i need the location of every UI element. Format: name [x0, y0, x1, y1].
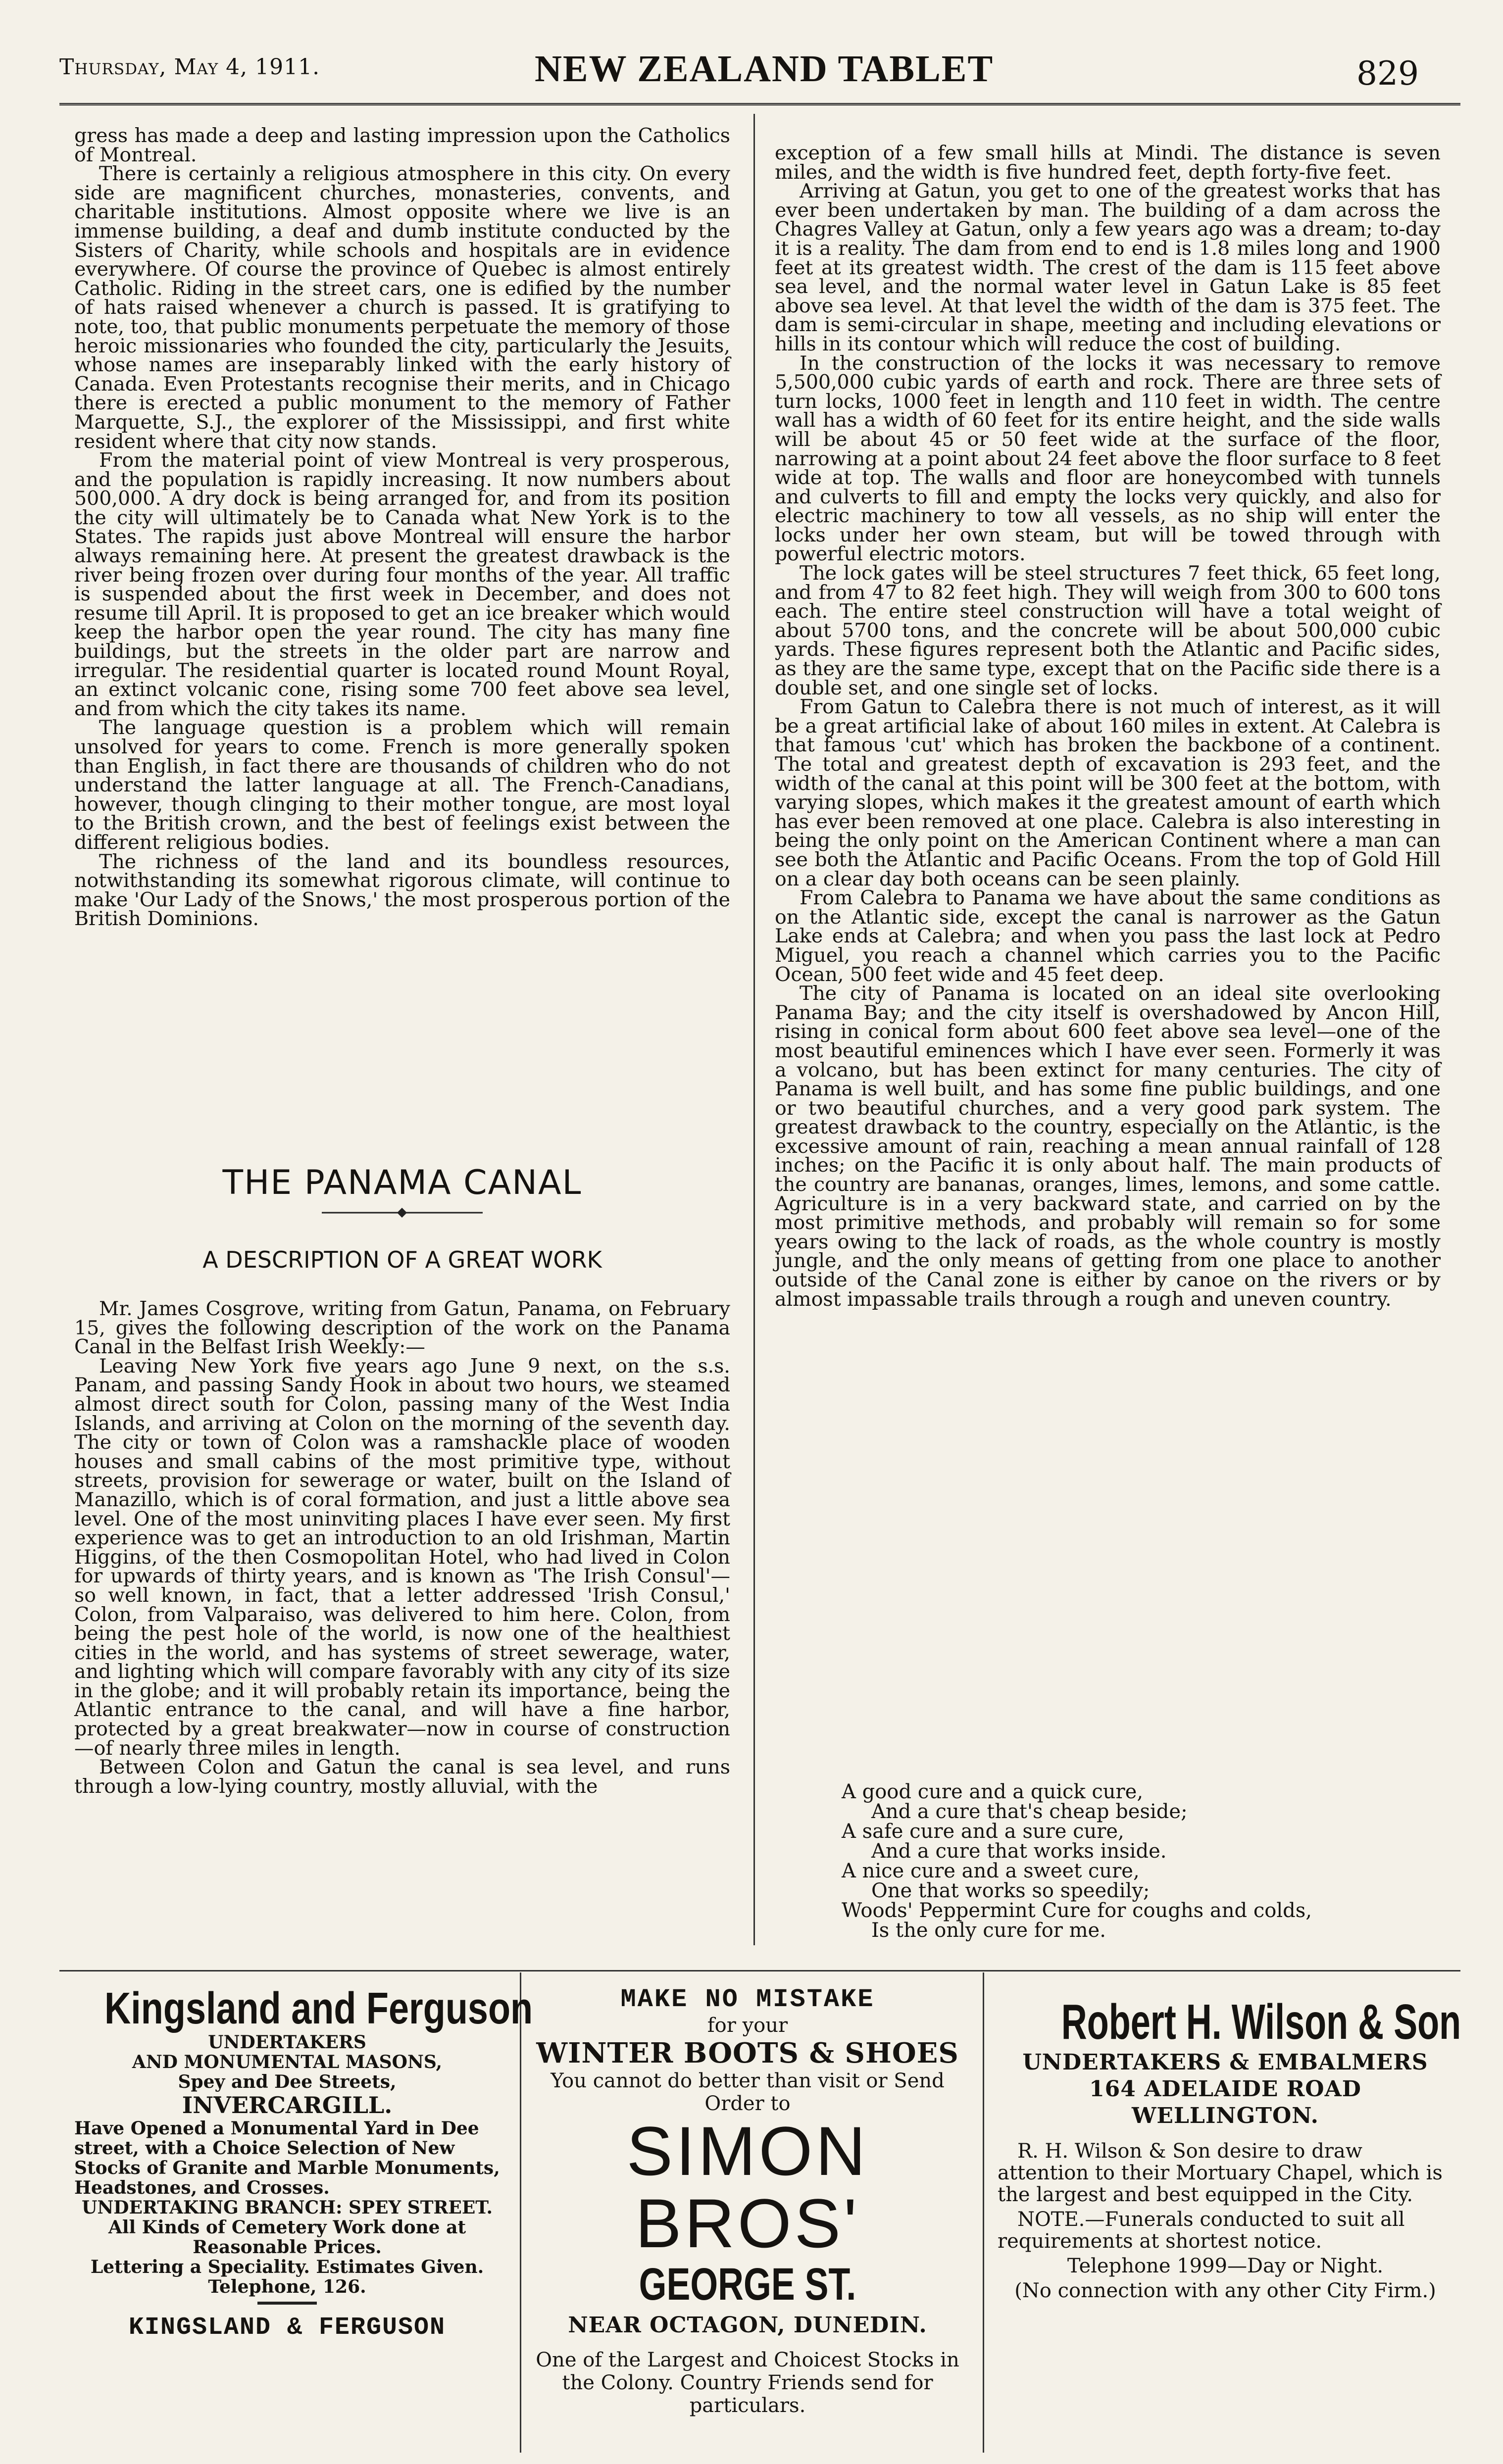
article-paragraph: From Calebra to Panama we have about the same conditions as on the Atlantic side, except the canal is narrower as the Gatun Lake ends at Calebra; and when you pass the last lock at Pedro Miguel, you reach a channel which carries you to the Pacific Ocean, 500 feet wide and 45 feet deep. [775, 887, 1441, 986]
advert-headline: MAKE NO MISTAKE [620, 1985, 875, 2014]
advert-line: All Kinds of Cemetery Work done at Reasonable Prices. [108, 2217, 466, 2258]
article-paragraph: In the construction of the locks it was necessary to remove 5,500,000 cubic yards of earth and rock. There are three sets of turn locks, 1000 feet in length and 110 feet in width. The centre wall has a width of 60 feet for its entire height, and the side walls will be about 45 or 50 feet wide at the surface of the floor, narrowing at a point about 24 feet above the floor surface to 8 feet wide at top. The walls and floor are honeycombed with tunnels and culverts to fill and empty the locks very quickly, and also for electric machinery to tow all vessels, as no ship will enter the locks under her own steam, but will be towed through with powerful electric motors. [775, 351, 1441, 566]
advert-line: You cannot do better than visit or Send Order to [551, 2070, 945, 2115]
advert-divider [520, 1972, 521, 2453]
article-paragraph: The city of Panama is located on an ideal site overlooking Panama Bay; and the city itself is overshadowed by Ancon Hill, rising in conical form about 600 feet above sea level—one of the most beautiful eminences which I have ever seen. Formerly it was a volcano, but has been extinct for many centuries. The city of Panama is well built, and has some fine public buildings, and one or two beautiful churches, and a very good park system. The greatest drawback to the country, especially on the Atlantic, is the excessive amount of rain, reaching a mean annual rainfall of 128 inches; on the Pacific it is only about half. The main products of the country are bananas, oranges, limes, lemons, and some cattle. Agriculture is in a very backward state, and carried on by the most primitive methods, and probably will remain so for some years owing to the lack of roads, as the whole country is mostly jungle, and the only means of getting from one place to another outside of the Canal zone is either by canoe on the rivers or by almost impassable trails through a rough and uneven country. [775, 982, 1441, 1311]
wilson-advert [998, 1994, 1461, 2305]
verse-line: Woods' Peppermint Cure for coughs and colds, [842, 1899, 1312, 1922]
advert-line: R. H. Wilson & Son desire to draw attention to their Mortuary Chapel, which is the largest and best equipped in the City. [998, 2140, 1443, 2206]
article-paragraph: There is certainly a religious atmosphere in this city. On every side are magnificent churches, monasteries, convents, and charitable institutions. Almost opposite where we live is an immense building, a deaf and dumb institute conducted by the Sisters of Charity, while schools and hospitals are in evidence everywhere. Of course the province of Quebec is almost entirely Catholic. Riding in the street cars, one is edified by the number of hats raised whenever a church is passed. It is gratifying to note, too, that public monuments perpetuate the memory of those heroic missionaries who founded the city, particularly the Jesuits, whose names are inseparably linked with the early history of Canada. Even Protestants recognise their merits, and in Chicago there is erected a public monument to the memory of Father Marquette, S.J., the explorer of the Mississippi, and first white resident where that city now stands. [74, 162, 730, 453]
advertiser-footer: KINGSLAND & FERGUSON [128, 2314, 446, 2342]
article-paragraph: Arriving at Gatun, you get to one of the greatest works that has ever been undertaken by man. The building of a dam across the Chagres Valley at Gatun, only a few years ago was a dream; to-day it is a reality. The dam from end to end is 1.8 miles long and 1900 feet at its greatest width. The crest of the dam is 115 feet above sea level, and the normal water level in Gatun Lake is 85 feet above sea level. At that level the width of the dam is 375 feet. The dam is semi-circular in shape, meeting and including elevations or hills in its contour which will reduce the cost of building. [775, 180, 1441, 355]
article-paragraph: gress has made a deep and lasting impression upon the Catholics of Montreal. [74, 124, 730, 166]
advert-line: Have Opened a Monumental Yard in Dee street, with a Choice Selection of New Stocks of Granite and Marble Monuments, Headstones, and Crosses. [74, 2118, 500, 2198]
advert-line: Spey and Dee Streets, [178, 2071, 397, 2092]
kingsland-ferguson-advert [64, 1984, 533, 2342]
advert-line: AND MONUMENTAL MASONS, [132, 2052, 443, 2072]
article-paragraph: From Gatun to Calebra there is not much of interest, as it will be a great artificial lake of about 160 miles in extent. At Calebra is that famous 'cut' which has broken the backbone of a continent. The total and greatest depth of excavation is 293 feet, and the width of the canal at this point will be 300 feet at the bottom, with varying slopes, which makes it the greatest amount of earth which has ever been removed at one place. Calebra is also interesting in being the only point on the American Continent where a man can see both the Atlantic and Pacific Oceans. From the top of Gold Hill on a clear day both oceans can be seen plainly. [775, 695, 1441, 890]
advert-line: UNDERTAKERS [208, 2032, 366, 2053]
advert-line: One of the Largest and Choicest Stocks in the Colony. Country Friends send for particulars. [536, 2349, 959, 2417]
advert-line: 164 ADELAIDE ROAD [1089, 2076, 1361, 2102]
article-paragraph: From the material point of view Montreal is very prosperous, and the population is rapidly increasing. It now numbers about 500,000. A dry dock is being arranged for, and from its position the city will ultimately be to Canada what New York is to the States. The rapids just above Montreal will ensure the harbor always remaining here. At present the greatest drawback is the river being frozen over during four months of the year. All traffic is suspended about the first week in December, and does not resume till April. It is proposed to get an ice breaker which would keep the harbor open the year round. The city has many fine buildings, but the streets in the older part are narrow and irregular. The residential quarter is located round Mount Royal, an extinct volcanic cone, rising some 700 feet above sea level, and from which the city takes its name. [74, 449, 730, 720]
verse-line: And a cure that's cheap beside; [871, 1800, 1188, 1823]
issue-date: Thursday, May 4, 1911. [59, 54, 320, 80]
article-subheadline: A DESCRIPTION OF A GREAT WORK [202, 1246, 602, 1273]
article-paragraph: Leaving New York five years ago June 9 next, on the s.s. Panam, and passing Sandy Hook in about two hours, we steamed almost direct south for Colon, passing many of the West India Islands, and arriving at Colon on the morning of the seventh day. The city or town of Colon was a ramshackle place of wooden houses and small cabins of the most primitive type, without streets, provision for sewerage or water, built on the Island of Manazillo, which is of coral formation, and just a little above sea level. One of the most uninviting places I have ever seen. My first experience was to get an introduction to an old Irishman, Martin Higgins, of the then Cosmopolitan Hotel, who had lived in Colon for upwards of thirty years, and is known as 'The Irish Consul'—so well known, in fact, that a letter addressed 'Irish Consul,' Colon, from Valparaiso, was delivered to him here. Colon, from being the pest hole of the world, is now one of the healthiest cities in the world, and has systems of street sewerage, water, and lighting which will compare favorably with any city of its size in the globe; and it will probably retain its importance, being the Atlantic entrance to the canal, and will have a fine harbor, protected by a great breakwater—now in course of construction—of nearly three miles in length. [74, 1354, 730, 1760]
verse-line: A good cure and a quick cure, [842, 1780, 1144, 1803]
advert-rule [59, 1970, 1460, 1971]
article-paragraph: Between Colon and Gatun the canal is sea level, and runs through a low-lying country, mostly alluvial, with the [74, 1756, 730, 1798]
advert-street: GEORGE ST. [639, 2259, 856, 2310]
article-paragraph: Mr. James Cosgrove, writing from Gatun, Panama, on February 15, gives the following description of the work on the Panama Canal in the Belfast Irish Weekly:— [74, 1297, 730, 1359]
masthead-title: NEW ZEALAND TABLET [535, 48, 994, 90]
advert-product: WINTER BOOTS & SHOES [536, 2037, 959, 2070]
simon-bros-advert [532, 1985, 963, 2417]
article-paragraph: exception of a few small hills at Mindi. The distance is seven miles, and the width is five hundred feet, depth forty-five feet. [775, 142, 1441, 184]
advert-line: Lettering a Speciality. Estimates Given. Telephone, 126. [90, 2257, 484, 2297]
advert-location: NEAR OCTAGON, DUNEDIN. [568, 2313, 927, 2338]
header-rule [59, 103, 1460, 105]
advertiser-name: SIMON BROS' [626, 2112, 869, 2262]
verse-line: A safe cure and a sure cure, [842, 1820, 1124, 1843]
headline-ornament [322, 1208, 483, 1218]
advertiser-name: Kingsland and Ferguson [104, 1984, 533, 2033]
panama-article-left [74, 1299, 730, 1796]
advert-line: Telephone 1999—Day or Night. [1067, 2255, 1384, 2277]
advertiser-name: Robert H. Wilson & Son [1061, 1994, 1461, 2050]
verse-line: And a cure that works inside. [871, 1840, 1167, 1863]
advert-line: (No connection with any other City Firm.) [1014, 2279, 1436, 2302]
article-headline: THE PANAMA CANAL [222, 1163, 582, 1202]
montreal-article [74, 126, 730, 929]
panama-article-right [775, 144, 1441, 1309]
advert-body [998, 2140, 1453, 2302]
page-number: 829 [1356, 54, 1419, 93]
verse-line: One that works so speedily; [871, 1879, 1150, 1902]
advert-line: UNDERTAKERS & EMBALMERS [1022, 2050, 1428, 2075]
article-paragraph: The richness of the land and its boundless resources, notwithstanding its somewhat rigorous climate, will continue to make 'Our Lady of the Snows,' the most prosperous portion of the British Dominions. [74, 850, 730, 931]
advert-city: WELLINGTON. [1132, 2103, 1319, 2128]
article-paragraph: The language question is a problem which will remain unsolved for years to come. French is more generally spoken than English, in fact there are thousands of children who do not understand the latter language at all. The French-Canadians, however, though clinging to their mother tongue, are most loyal to the British crown, and the best of feelings exist between the different religious bodies. [74, 716, 730, 854]
verse-line: Is the only cure for me. [871, 1919, 1106, 1942]
peppermint-cure-verse [842, 1782, 1436, 1940]
advert-line: NOTE.—Funerals conducted to suit all requirements at shortest notice. [998, 2208, 1405, 2253]
advert-divider [983, 1972, 984, 2453]
advert-line: UNDERTAKING BRANCH: SPEY STREET. [82, 2197, 493, 2218]
article-paragraph: The lock gates will be steel structures 7 feet thick, 65 feet long, and from 47 to 82 feet high. They will weigh from 300 to 600 tons each. The entire steel construction will have a total weight of about 5700 tons, and the concrete will be about 500,000 cubic yards. These figures represent both the Atlantic and Pacific sides, as they are the same type, except that on the Pacific side there is a double set, and one single set of locks. [775, 562, 1441, 699]
advert-ornament [257, 2302, 317, 2305]
column-divider [753, 114, 755, 1945]
verse-line: A nice cure and a sweet cure, [842, 1860, 1140, 1882]
advert-line: for your [707, 2014, 788, 2037]
advert-city: INVERCARGILL. [182, 2092, 393, 2119]
